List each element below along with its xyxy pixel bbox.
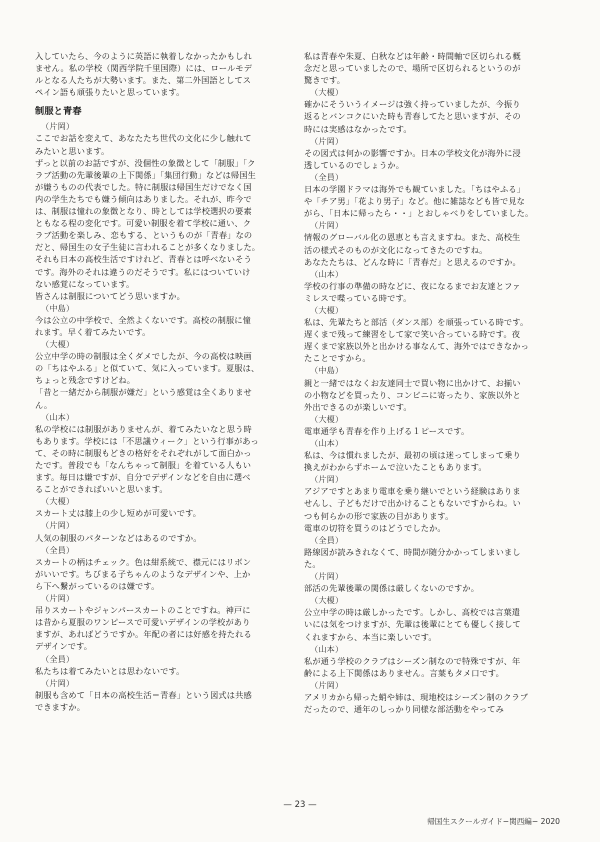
text-line: 部活の先輩後輩の関係は厳しくないのですか。 bbox=[304, 583, 480, 594]
text-line: 活の様式そのものが文化になってきたのですね。 bbox=[304, 244, 488, 255]
left-dialogue bbox=[35, 120, 293, 713]
text-line: みたいと思います。 bbox=[35, 145, 110, 156]
right-column bbox=[304, 50, 562, 715]
speaker-label: （片岡） bbox=[41, 121, 75, 132]
speaker-label: （中島） bbox=[310, 365, 344, 376]
text-line: ることができればいいと思います。 bbox=[35, 484, 168, 495]
text-line: たです。普段でも「なんちゃって制服」を着ている人もい bbox=[35, 460, 252, 470]
text-line: せんし、子どもだけで出かけることもないですからね。い bbox=[304, 498, 521, 509]
speaker-label: （大榎） bbox=[310, 413, 344, 424]
text-line: の小物などを買ったり、コンビニに寄ったり、家族以外と bbox=[304, 389, 521, 400]
text-line: スカート丈は膝上の少し短めが可愛いです。 bbox=[35, 508, 202, 519]
text-line: たことですから。 bbox=[304, 353, 371, 364]
left-column bbox=[35, 50, 293, 713]
text-line: つも何らかの形で家族の目があります。 bbox=[304, 510, 454, 521]
text-line: 情報のグローバル化の恩恵とも言えますね。また、高校生 bbox=[304, 232, 521, 243]
speaker-label: （山本） bbox=[310, 268, 344, 279]
text-line: あなたたちは、どんな時に「青春だ」と思えるのですか。 bbox=[304, 256, 521, 267]
text-line: デザインです。 bbox=[35, 641, 93, 652]
text-line: がいいです。ちびまる子ちゃんのようなデザインや、上か bbox=[35, 568, 251, 579]
text-line: ますが、あればどうですか。年配の者には好感を持たれる bbox=[35, 629, 252, 640]
text-line: ない感覚になっています。 bbox=[35, 278, 135, 289]
text-line: 路線図が読みきれなくて、時間が随分かかってしまいまし bbox=[304, 546, 521, 557]
text-line: だったので、通年のしっかり同様な部活動をやってみ bbox=[304, 704, 504, 715]
text-line: 人気の制服のパターンなどはあるのですか。 bbox=[35, 532, 202, 543]
text-line: 電車の切符を買うのはどうでしたか。 bbox=[304, 522, 446, 533]
intro-paragraph bbox=[35, 50, 293, 98]
text-line: 学校の行事の準備の時などに、夜になるまでお友達とファ bbox=[304, 280, 521, 291]
text-line: 念だと思っていましたので、場所で区切られるというのが bbox=[304, 63, 521, 74]
text-line: 外出できるのが楽しいです。 bbox=[304, 401, 412, 412]
speaker-label: （山本） bbox=[310, 643, 344, 654]
speaker-label: （中島） bbox=[41, 302, 75, 313]
text-line: た。 bbox=[304, 558, 321, 569]
text-line: だと、帰国生の女子生徒に言われることが多くなりました。 bbox=[35, 242, 261, 253]
text-line: それも日本の高校生活ですけれど、青春とは呼べないそう bbox=[35, 254, 252, 265]
text-line: 換えがわからずホームで泣いたこともあります。 bbox=[304, 462, 487, 473]
text-line: その図式は何かの影響ですか。日本の学校文化が海外に浸 bbox=[304, 147, 521, 158]
text-line: や「チア男」「花より男子」など。他に雑誌なども皆で見な bbox=[304, 196, 526, 207]
text-line: 驚きです。 bbox=[304, 75, 346, 86]
text-line: 私は青春や朱夏、白秋などは年齢・時間軸で区切られる概 bbox=[304, 51, 521, 61]
text-line: 入していたら、今のように英語に執着しなかったかもしれ bbox=[35, 51, 252, 61]
section-heading: 制服と青春 bbox=[35, 106, 82, 118]
text-line: が嫌うものの代表でした。特に制服は帰国生だけでなく国 bbox=[35, 181, 252, 192]
speaker-label: （全員） bbox=[310, 534, 344, 545]
text-line: ずっと以前のお話ですが、没個性の象徴として「制服」「ク bbox=[35, 157, 256, 168]
text-line: 日本の学園ドラマは海外でも観ていました。「ちはやふる」 bbox=[304, 184, 526, 195]
speaker-label: （片岡） bbox=[41, 520, 75, 531]
speaker-label: （片岡） bbox=[41, 677, 75, 688]
page-number: — 23 — bbox=[283, 800, 317, 810]
right-dialogue bbox=[304, 50, 562, 715]
text-line: 私は、先輩たちと部活（ダンス部）を頑張っている時です。 bbox=[304, 317, 529, 328]
text-line: ます。毎日は嫌ですが、自分でデザインなどを自由に選べ bbox=[35, 472, 251, 483]
text-line: ミレスで喋っている時です。 bbox=[304, 292, 412, 303]
text-line: て、その時に制服もどきの格好をそれぞれがして面白かっ bbox=[35, 447, 252, 458]
text-line: できますか。 bbox=[35, 701, 86, 712]
speaker-label: （大榎） bbox=[41, 339, 75, 350]
text-line: 時には実感はなかったです。 bbox=[304, 123, 412, 134]
text-line: 返るとバンコクにいた時も青春してたと思いますが、その bbox=[304, 111, 521, 122]
text-line: 今は公立の中学校で、全然よくないです。高校の制服に憧 bbox=[35, 314, 251, 325]
text-line: もあります。学校には「不思議ウィーク」という行事があっ bbox=[35, 435, 259, 446]
speaker-label: （全員） bbox=[41, 544, 75, 555]
speaker-label: （大榎） bbox=[41, 496, 75, 507]
footer-title: 帰国生スクールガイド−関西編− 2020 bbox=[427, 817, 560, 826]
text-line: ここでお話を変えて、あなたたち世代の文化に少し触れて bbox=[35, 133, 252, 144]
text-line: 「昔と一緒だから制服が嫌だ」という感覚は全くありませ bbox=[35, 387, 252, 398]
speaker-label: （片岡） bbox=[310, 135, 344, 146]
text-line: ん。 bbox=[35, 399, 53, 410]
text-line: ともなる程の変化です。可愛い制服を着て学校に通い、ク bbox=[35, 218, 252, 229]
text-line: 遅くまで残って練習をして家で笑い合っている時です。夜 bbox=[304, 329, 521, 340]
text-line: 制服も含めて「日本の高校生活＝青春」という図式は共感 bbox=[35, 689, 252, 700]
text-line: 私たちは着てみたいとは思わないです。 bbox=[35, 665, 185, 676]
text-line: ちょっと残念ですけどね。 bbox=[35, 375, 136, 386]
text-line: れます。早く着てみたいです。 bbox=[35, 326, 151, 337]
speaker-label: （山本） bbox=[310, 438, 344, 448]
text-line: 皆さんは制服についてどう思いますか。 bbox=[35, 290, 185, 301]
speaker-label: （山本） bbox=[41, 411, 75, 422]
text-line: ラブ活動の先輩後輩の上下関係」「集団行動」などは帰国生 bbox=[35, 169, 257, 180]
text-line: 吊りスカートやジャンパースカートのことですね。神戸に bbox=[35, 605, 251, 616]
text-line: 内の学生たちでも嫌う傾向はありました。それが、昨今で bbox=[35, 193, 252, 204]
text-line: 遅くまで家族以外と出かける事なんて、海外ではできなかっ bbox=[304, 341, 529, 352]
speaker-label: （大榎） bbox=[310, 87, 344, 98]
speaker-label: （片岡） bbox=[41, 593, 75, 604]
speaker-label: （片岡） bbox=[310, 220, 344, 231]
speaker-label: （全員） bbox=[310, 171, 344, 182]
text-line: の「ちはやふる」と似ていて、気に入っています。夏服は、 bbox=[35, 363, 260, 374]
text-line: 電車通学も青春を作り上げる１ピースです。 bbox=[304, 425, 470, 436]
speaker-label: （大榎） bbox=[310, 304, 344, 315]
speaker-label: （片岡） bbox=[310, 679, 344, 690]
text-line: アジアですとあまり電車を乗り継いでという経験はありま bbox=[304, 486, 521, 497]
text-line: アメリカから帰った蛸や姉は、現地校はシーズン制のクラブ bbox=[304, 691, 529, 702]
text-line: ら下へ繋がっているのは嫌です。 bbox=[35, 580, 160, 591]
text-line: がら、「日本に帰ったら・・」とおしゃべりをしていました。 bbox=[304, 208, 534, 219]
text-line: 齢による上下関係はありません。言葉もタメ口です。 bbox=[304, 667, 504, 678]
speaker-label: （全員） bbox=[41, 653, 75, 664]
text-line: は、制服は憧れの象徴となり、時としては学校選択の要素 bbox=[35, 206, 252, 217]
text-line: です。海外のそれは違うのだそうです。私にはついていけ bbox=[35, 266, 251, 277]
text-line: くれますから、本当に楽しいです。 bbox=[304, 631, 437, 642]
text-line: ラブ活動を楽しみ、恋もする、というものが「青春」なの bbox=[35, 230, 253, 241]
text-line: 私は、今は慣れましたが、最初の頃は迷ってしまって乗り bbox=[304, 450, 521, 461]
speaker-label: （片岡） bbox=[310, 571, 344, 582]
speaker-label: （片岡） bbox=[310, 474, 344, 485]
text-line: 公立中学の時は厳しかったです。しかし、高校では言葉遣 bbox=[304, 607, 521, 618]
text-line: 私の学校には制服がありませんが、着てみたいなと思う時 bbox=[35, 423, 252, 434]
text-line: は昔から夏服のワンピースで可愛いデザインの学校があり bbox=[35, 617, 251, 628]
text-line: スカートの柄はチェック。色は紺系統で、襟元にはリボン bbox=[35, 556, 252, 567]
text-line: ません。私の学校（関西学院千里国際）には、ロールモデ bbox=[35, 63, 253, 74]
text-line: 親と一緒ではなくお友達同士で買い物に出かけて、お揃い bbox=[304, 377, 521, 388]
text-line: いには気をつけますが、先輩は後輩にとても優しく接して bbox=[304, 619, 521, 630]
text-line: 確かにそういうイメージは強く持っていましたが、今振り bbox=[304, 99, 521, 110]
text-line: 私が通う学校のクラブはシーズン制なので特殊ですが、年 bbox=[304, 655, 521, 666]
text-line: 公立中学の時の制服は全くダメでしたが、今の高校は映画 bbox=[35, 351, 252, 362]
text-line: ルとなる人たちが大勢います。また、第二外国語としてス bbox=[35, 75, 252, 86]
text-line: ペイン語も頑張りたいと思っています。 bbox=[35, 87, 185, 98]
speaker-label: （大榎） bbox=[310, 595, 344, 606]
text-line: 透しているのでしょうか。 bbox=[304, 159, 405, 170]
